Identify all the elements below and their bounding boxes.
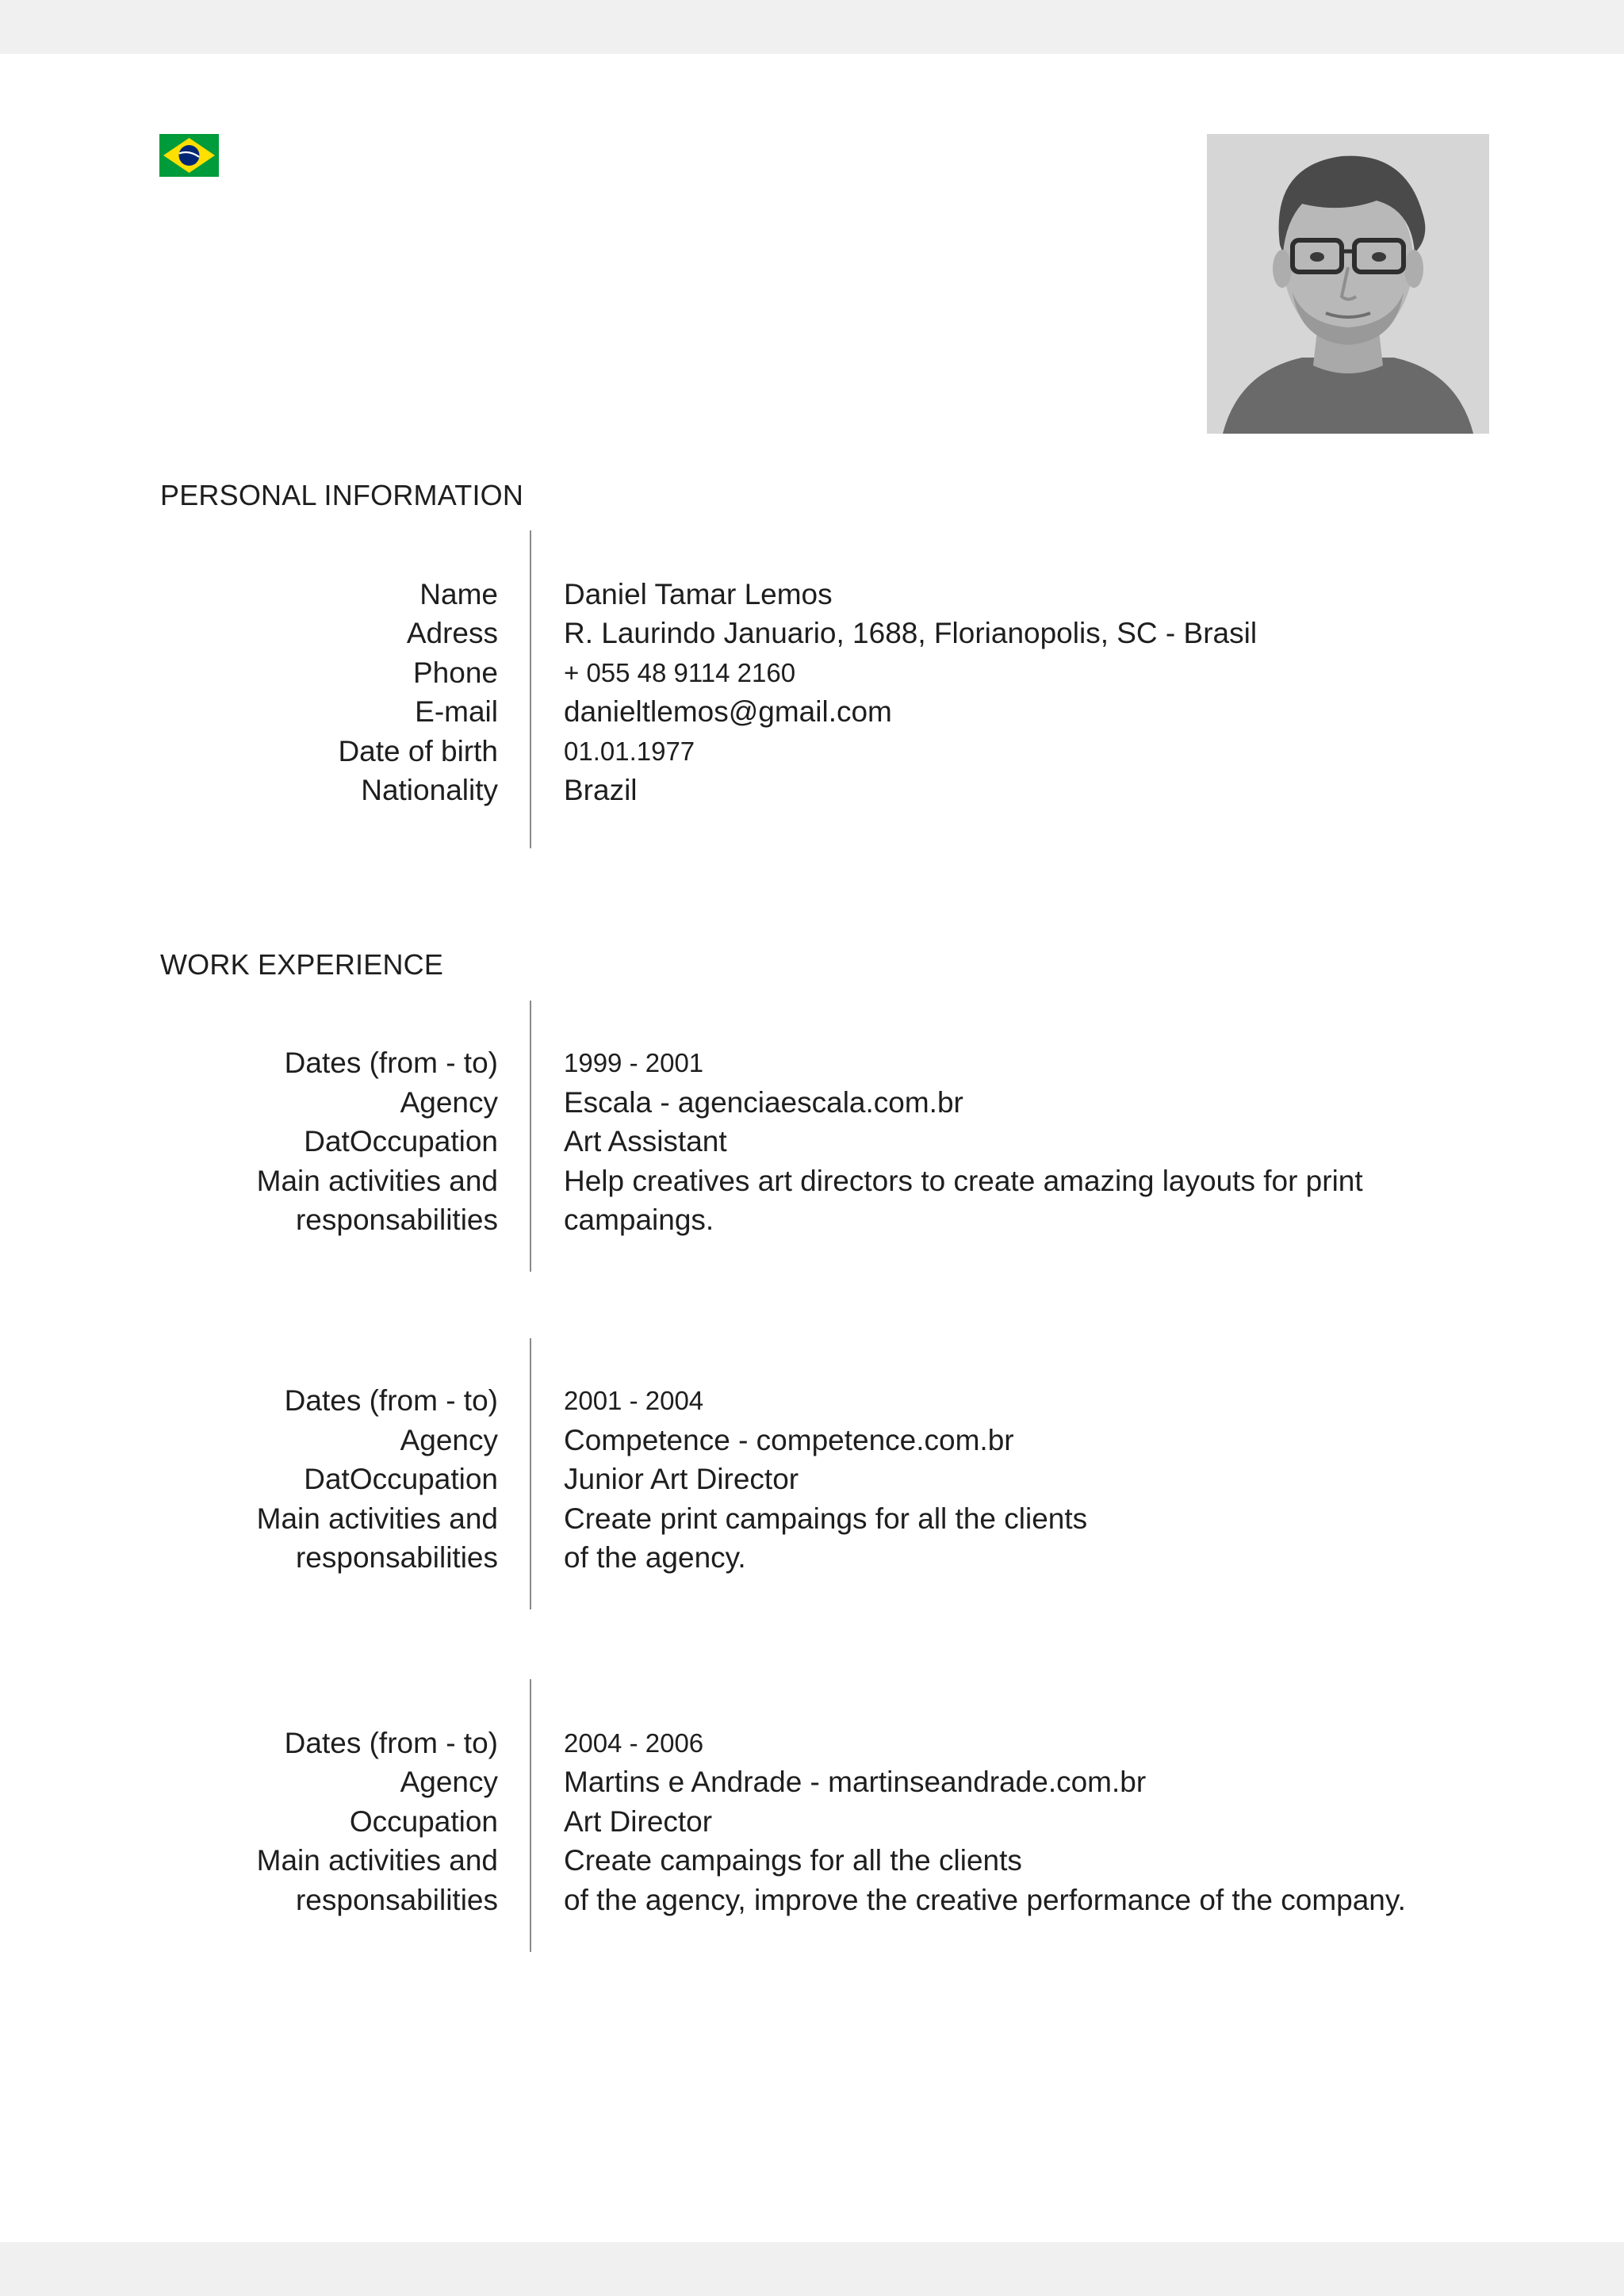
cv-page [0, 54, 1624, 2242]
value-address: R. Laurindo Januario, 1688, Florianopolis, SC - Brasil [564, 617, 1258, 649]
label-occupation: Occupation [349, 1805, 498, 1838]
label-phone: Phone [413, 656, 498, 689]
value-email: danieltlemos@gmail.com [564, 695, 892, 728]
work-row-occupation [0, 1460, 1624, 1499]
label-nationality: Nationality [361, 774, 498, 806]
label-address: Adress [406, 617, 498, 649]
label-activities: Main activities and [256, 1502, 498, 1535]
value-dates: 2004 - 2006 [564, 1728, 704, 1758]
work-row-agency [0, 1083, 1624, 1123]
value-occupation: Art Assistant [564, 1125, 727, 1158]
label-dates: Dates (from - to) [284, 1727, 498, 1759]
value-activities: Help creatives art directors to create amazing layouts for print [564, 1165, 1363, 1197]
work-row-occupation [0, 1122, 1624, 1161]
work-row-occupation [0, 1802, 1624, 1842]
value-responsabilities: campaings. [564, 1203, 714, 1236]
work-row-agency [0, 1421, 1624, 1460]
value-dates: 2001 - 2004 [564, 1386, 704, 1415]
info-row-address [0, 614, 1624, 653]
value-responsabilities: of the agency. [564, 1541, 746, 1574]
label-agency: Agency [400, 1766, 498, 1798]
value-agency: Martins e Andrade - martinseandrade.com.br [564, 1766, 1147, 1798]
label-date-of-birth: Date of birth [338, 735, 498, 767]
work-row-responsabilities [0, 1881, 1624, 1920]
value-agency: Escala - agenciaescala.com.br [564, 1086, 963, 1119]
value-activities: Create campaings for all the clients [564, 1844, 1022, 1877]
label-occupation: DatOccupation [304, 1125, 498, 1158]
label-activities: Main activities and [256, 1844, 498, 1877]
work-row-responsabilities [0, 1538, 1624, 1578]
label-responsabilities: responsabilities [295, 1884, 498, 1916]
value-date-of-birth: 01.01.1977 [564, 737, 695, 766]
work-row-activities [0, 1499, 1624, 1539]
info-row-date-of-birth [0, 732, 1624, 771]
label-activities: Main activities and [256, 1165, 498, 1197]
label-occupation: DatOccupation [304, 1463, 498, 1495]
label-agency: Agency [400, 1086, 498, 1119]
value-agency: Competence - competence.com.br [564, 1424, 1014, 1456]
info-row-email [0, 692, 1624, 732]
info-row-phone [0, 653, 1624, 693]
work-row-activities [0, 1161, 1624, 1201]
label-dates: Dates (from - to) [284, 1384, 498, 1417]
label-responsabilities: responsabilities [295, 1203, 498, 1236]
work-row-dates [0, 1381, 1624, 1421]
work-row-responsabilities [0, 1200, 1624, 1240]
section-title-work-experience: WORK EXPERIENCE [160, 948, 444, 981]
label-name: Name [419, 578, 498, 610]
brazil-flag-icon [159, 134, 219, 177]
profile-portrait-image [1207, 134, 1489, 434]
value-activities: Create print campaings for all the clients [564, 1502, 1088, 1535]
value-phone: + 055 48 9114 2160 [564, 658, 796, 687]
value-occupation: Art Director [564, 1805, 713, 1838]
work-row-agency [0, 1762, 1624, 1802]
work-row-dates [0, 1043, 1624, 1083]
section-title-personal-information: PERSONAL INFORMATION [160, 479, 524, 511]
profile-photo [1207, 134, 1489, 434]
label-email: E-mail [415, 695, 498, 728]
value-name: Daniel Tamar Lemos [564, 578, 833, 610]
value-nationality: Brazil [564, 774, 638, 806]
info-row-nationality [0, 771, 1624, 810]
label-responsabilities: responsabilities [295, 1541, 498, 1574]
value-dates: 1999 - 2001 [564, 1048, 704, 1077]
value-responsabilities: of the agency, improve the creative performance of the company. [564, 1884, 1406, 1916]
work-row-activities [0, 1841, 1624, 1881]
work-row-dates [0, 1724, 1624, 1763]
info-row-name [0, 575, 1624, 614]
label-agency: Agency [400, 1424, 498, 1456]
value-occupation: Junior Art Director [564, 1463, 799, 1495]
label-dates: Dates (from - to) [284, 1047, 498, 1079]
